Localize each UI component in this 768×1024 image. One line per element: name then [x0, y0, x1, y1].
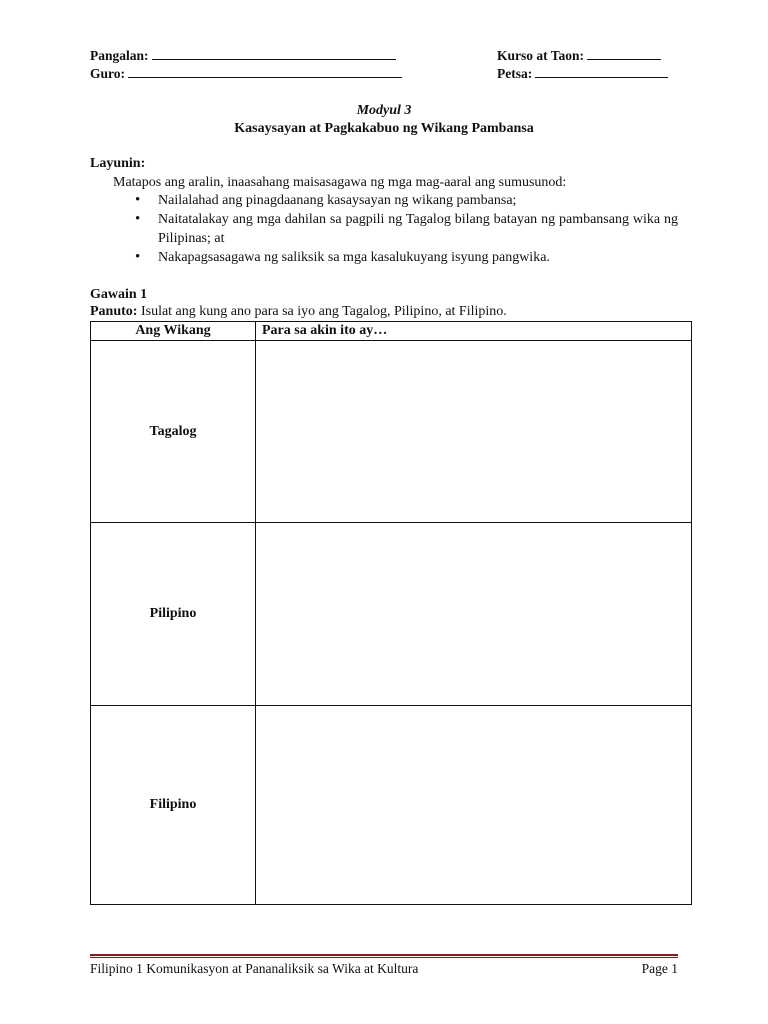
teacher-blank-line [128, 65, 402, 78]
course-field [497, 47, 661, 64]
objective-item: • Naitatalakay ang mga dahilan sa pagpili ng Tagalog bilang batayan ng pambansang wika ng Pilipinas; at [138, 210, 678, 248]
column-header-language: Ang Wikang [91, 322, 256, 341]
row-label-filipino: Filipino [91, 706, 256, 905]
date-label: Petsa: [497, 66, 533, 81]
footer-course-title: Filipino 1 Komunikasyon at Pananaliksik sa Wika at Kultura [90, 961, 419, 976]
course-label: Kurso at Taon: [497, 48, 585, 63]
table-row [91, 341, 692, 523]
table-header-row [91, 322, 692, 341]
answer-cell-filipino[interactable] [256, 706, 692, 905]
footer-page-number: Page 1 [641, 961, 678, 976]
column-header-answer: Para sa akin ito ay… [256, 322, 692, 341]
date-blank-line [535, 65, 668, 78]
activity-table [90, 321, 692, 905]
activity-title: Gawain 1 [90, 287, 148, 302]
row-label-tagalog: Tagalog [91, 341, 256, 523]
date-field [497, 65, 668, 82]
objective-item: • Nakapagsasagawa ng saliksik sa mga kasalukuyang isyung pangwika. [138, 248, 678, 267]
table-row [91, 706, 692, 905]
footer-divider-thick [90, 954, 678, 956]
row-label-pilipino: Pilipino [91, 523, 256, 706]
instruction-label: Panuto: [90, 304, 138, 319]
answer-cell-tagalog[interactable] [256, 341, 692, 523]
teacher-label: Guro: [90, 66, 126, 81]
instruction-text: Isulat ang kung ano para sa iyo ang Tagalog, Pilipino, at Filipino. [140, 304, 507, 319]
teacher-field [90, 65, 402, 82]
name-field [90, 47, 396, 64]
table-row [91, 523, 692, 706]
course-blank-line [587, 47, 661, 60]
name-label: Pangalan: [90, 48, 149, 63]
footer-divider-thin [90, 957, 678, 958]
footer-divider [90, 954, 678, 959]
activity-instruction [90, 304, 507, 320]
objectives-intro: Matapos ang aralin, inaasahang maisasagawa ng mga mag-aaral ang sumusunod: [113, 175, 567, 190]
objective-item: • Nailalahad ang pinagdaanang kasaysayan ng wikang pambansa; [138, 191, 678, 210]
objectives-heading: Layunin: [90, 156, 146, 171]
module-title: Kasaysayan at Pagkakabuo ng Wikang Pambansa [234, 121, 534, 136]
objectives-list [138, 191, 678, 267]
name-blank-line [152, 47, 396, 60]
module-number: Modyul 3 [356, 103, 412, 118]
answer-cell-pilipino[interactable] [256, 523, 692, 706]
